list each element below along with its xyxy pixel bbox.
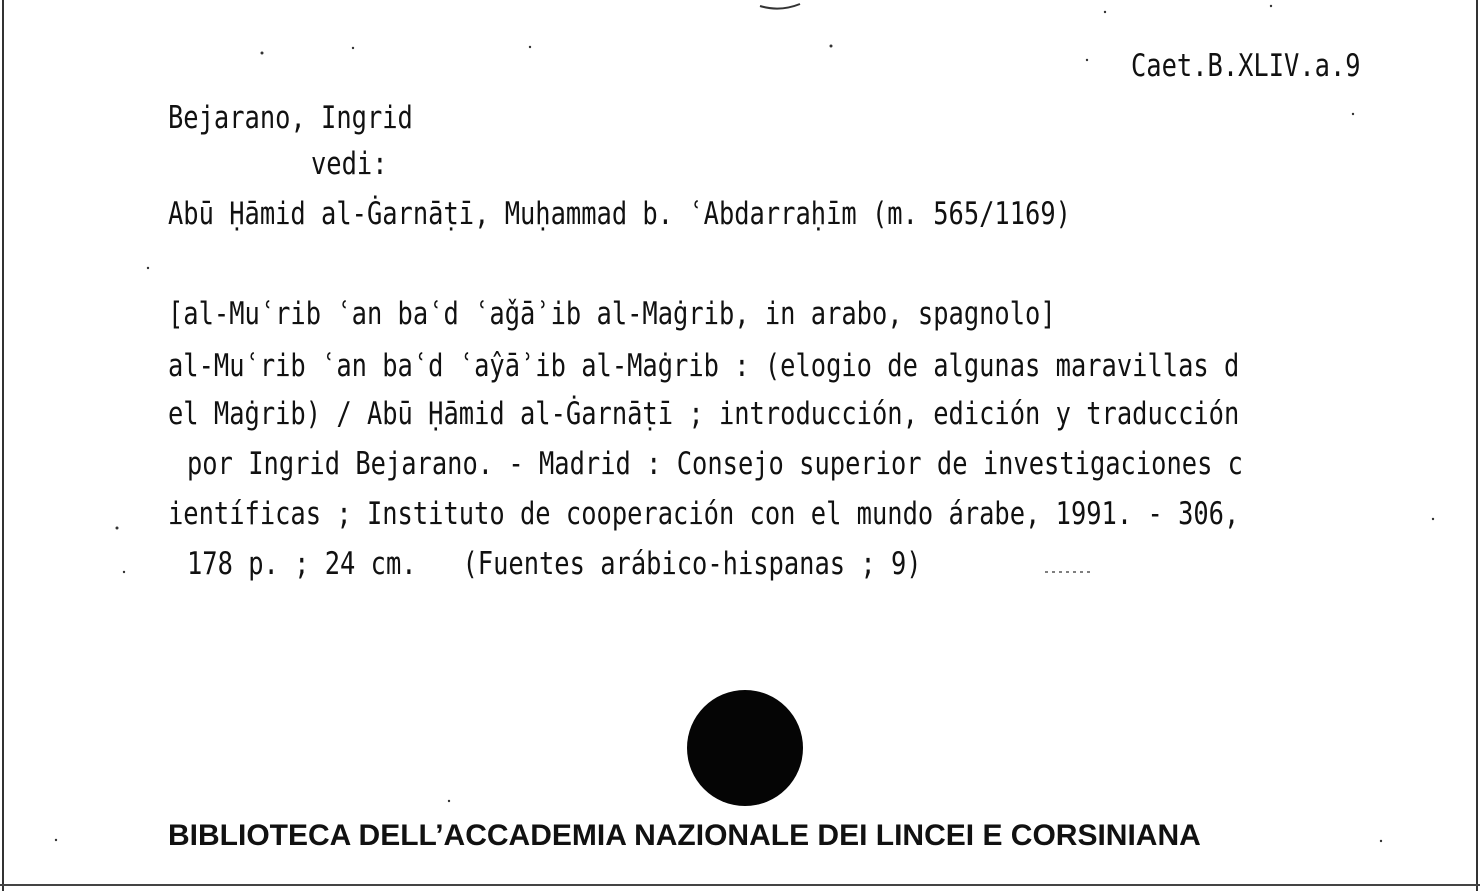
description-line: el Maġrib) / Abū Ḥāmid al-Ġarnāṭī ; introducción, edición y traducción (168, 396, 1240, 432)
description-line: por Ingrid Bejarano. - Madrid : Consejo superior de investigaciones c (187, 446, 1243, 482)
description-line: al-Muʿrib ʿan baʿd ʿaŷāʾib al-Maġrib : (elogio de algunas maravillas d (168, 348, 1240, 384)
shelfmark: Caet.B.XLIV.a.9 (1131, 48, 1361, 84)
uniform-title: [al-Muʿrib ʿan baʿd ʿaǧāʾib al-Maġrib, in arabo, spagnolo] (168, 296, 1056, 332)
see-reference: vedi: (311, 146, 388, 182)
heading-name: Bejarano, Ingrid (168, 100, 413, 136)
description-line: ientíficas ; Instituto de cooperación con el mundo árabe, 1991. - 306, (168, 496, 1240, 532)
punch-hole (687, 690, 803, 806)
author-entry: Abū Ḥāmid al-Ġarnāṭī, Muḥammad b. ʿAbdarraḥīm (m. 565/1169) (168, 196, 1071, 232)
description-line: 178 p. ; 24 cm. (Fuentes arábico-hispanas ; 9) (187, 546, 922, 582)
library-name: BIBLIOTECA DELL’ACCADEMIA NAZIONALE DEI LINCEI E CORSINIANA (168, 819, 1201, 852)
